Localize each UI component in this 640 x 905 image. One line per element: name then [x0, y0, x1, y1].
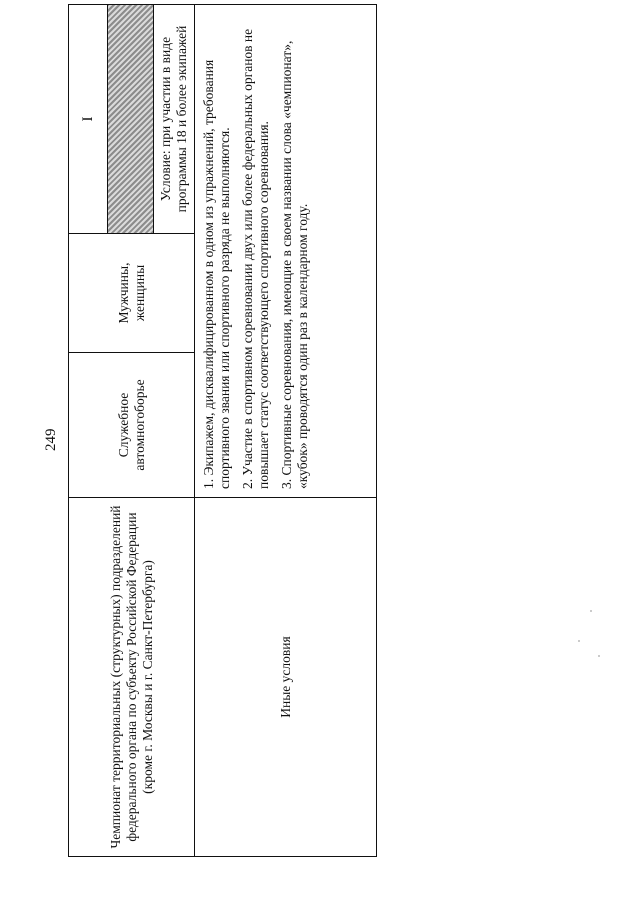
rank-value: I [69, 5, 108, 233]
gender-cell: Мужчины, женщины [69, 234, 195, 353]
scan-speck [598, 655, 600, 657]
table-row [69, 5, 195, 857]
discipline-cell: Служебное автомногоборье [69, 353, 195, 498]
rank-condition-cell [69, 5, 195, 234]
condition-item: 2. Участие в спортивном соревновании двух или более федеральных органов не повышает статус соответствующего спортивного соревнования. [240, 28, 271, 489]
scan-speck [590, 610, 592, 612]
sports-rank-table [68, 4, 377, 857]
scan-speck [578, 640, 580, 642]
rank-condition: Условие: при участии в виде программы 18 и более экипажей [158, 25, 189, 213]
condition-item: 1. Экипажем, дисквалифицированном в одном из упражнений, требования спортивного звания или спортивного разряда не выполняются. [201, 59, 232, 489]
table-row [195, 5, 377, 857]
page-number: 249 [43, 428, 59, 451]
redacted-block [108, 5, 154, 233]
rotated-table [68, 25, 376, 857]
condition-item: 3. Спортивные соревнования, имеющие в своем названии слова «чемпионат», «кубок» проводятся один раз в календарном году. [279, 40, 310, 489]
competition-cell: Чемпионат территориальных (структурных) подразделений федерального органа по субъекту Российской Федерации (кроме г. Москвы и г. Санкт-Петербурга) [69, 498, 195, 857]
other-conditions-label: Иные условия [195, 498, 377, 857]
other-conditions-list [195, 5, 377, 498]
